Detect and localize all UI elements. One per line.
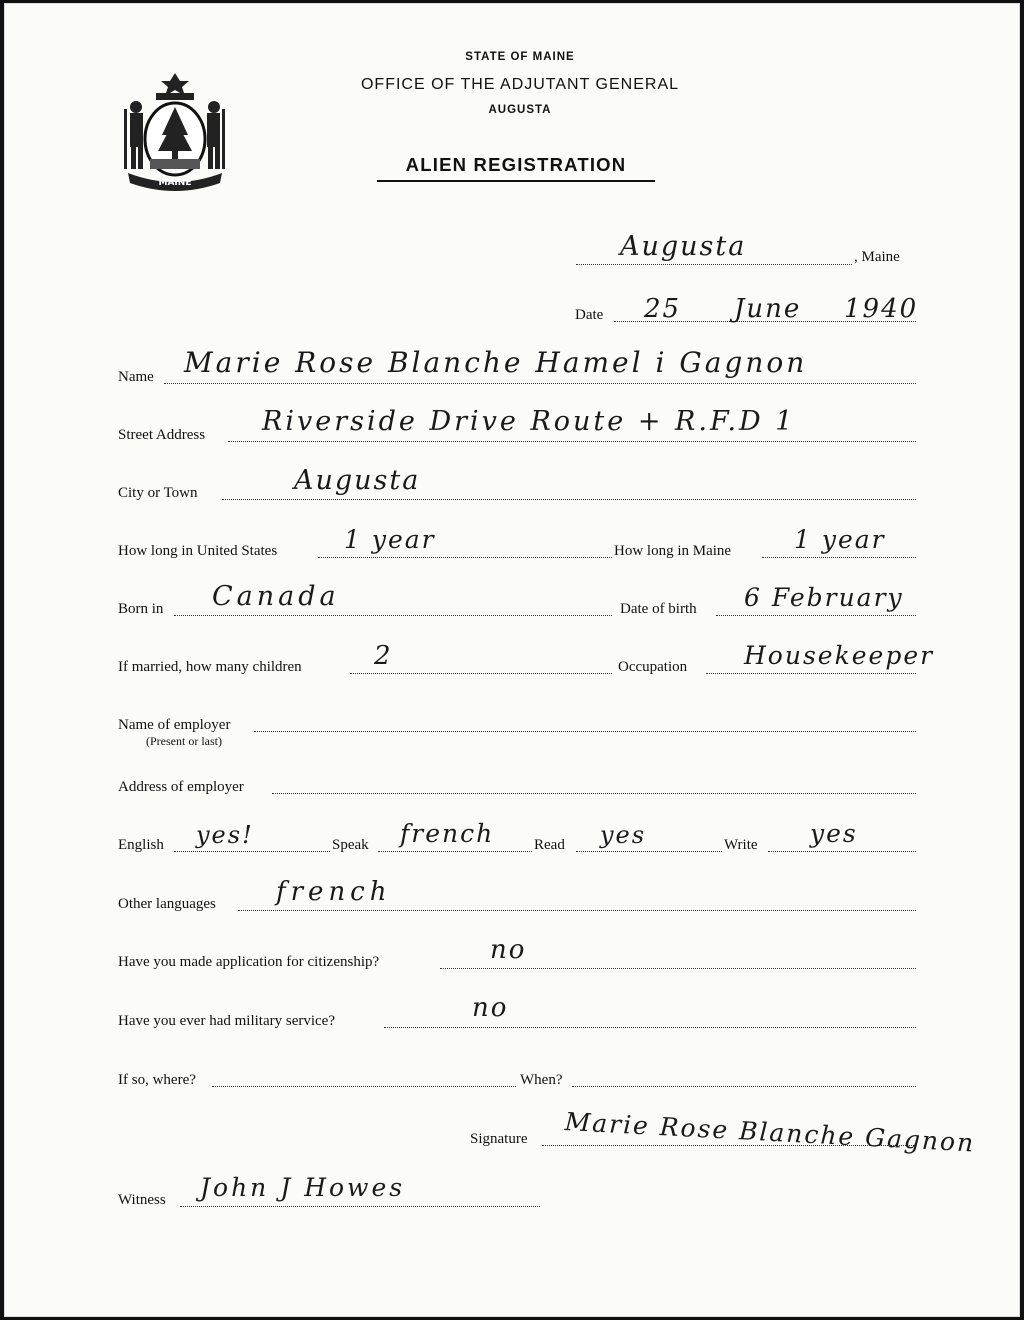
write-value: yes (810, 819, 858, 848)
read-line (576, 851, 722, 852)
occupation-line (706, 673, 916, 674)
seal-banner-text: MAINE (158, 178, 192, 188)
military-value: no (472, 993, 509, 1023)
street-address-line (228, 441, 916, 442)
employer-name-label: Name of employer (118, 717, 231, 733)
date-month: June (734, 294, 802, 324)
how-long-maine-value: 1 year (794, 525, 886, 554)
other-languages-label: Other languages (118, 896, 216, 912)
occupation-label: Occupation (618, 659, 688, 675)
occupation-value: Housekeeper (744, 641, 935, 670)
write-line (768, 851, 916, 852)
born-in-label: Born in (118, 601, 164, 617)
street-address-label: Street Address (118, 427, 206, 443)
how-long-us-line (318, 557, 612, 558)
how-long-maine-line (762, 557, 916, 558)
born-in-value: Canada (212, 581, 340, 612)
children-line (350, 673, 612, 674)
employer-address-label: Address of employer (118, 779, 244, 795)
date-of-birth-line (716, 615, 916, 616)
employer-name-sublabel: (Present or last) (146, 734, 222, 748)
other-languages-line (238, 910, 916, 911)
street-address-value: Riverside Drive Route + R.F.D 1 (262, 406, 796, 437)
how-long-us-label: How long in United States (118, 543, 278, 559)
other-languages-value: french (276, 877, 392, 907)
military-label: Have you ever had military service? (118, 1013, 335, 1029)
read-label: Read (534, 837, 565, 853)
speak-value: french (400, 819, 495, 848)
english-label: English (118, 837, 164, 853)
military-line (384, 1027, 916, 1028)
date-of-birth-value: 6 February (744, 583, 904, 612)
city-label: City or Town (118, 485, 198, 501)
signature-label: Signature (470, 1131, 528, 1147)
speak-line (378, 851, 532, 852)
registration-form-sheet (4, 3, 1020, 1317)
when-line (572, 1086, 916, 1087)
place-line (576, 264, 852, 265)
place-value: Augusta (620, 231, 747, 262)
date-day: 25 (644, 294, 682, 324)
english-line (174, 851, 330, 852)
name-line (164, 383, 916, 384)
when-label: When? (520, 1072, 563, 1088)
english-value: yes! (196, 821, 254, 849)
witness-label: Witness (118, 1192, 166, 1208)
header-state: STATE OF MAINE (465, 51, 575, 63)
witness-value: John J Howes (200, 1173, 406, 1202)
name-label: Name (118, 369, 154, 385)
read-value: yes (600, 821, 647, 849)
name-value: Marie Rose Blanche Hamel i Gagnon (184, 346, 808, 379)
how-long-maine-label: How long in Maine (614, 543, 732, 559)
children-value: 2 (374, 641, 393, 671)
header-office: OFFICE OF THE ADJUTANT GENERAL (360, 76, 680, 93)
citizenship-label: Have you made application for citizenship? (118, 954, 380, 970)
date-of-birth-label: Date of birth (620, 601, 697, 617)
where-label: If so, where? (118, 1072, 196, 1088)
employer-name-line (254, 731, 916, 732)
city-value: Augusta (294, 465, 421, 496)
header-city: AUGUSTA (488, 104, 552, 116)
witness-line (180, 1206, 540, 1207)
date-label: Date (575, 307, 604, 323)
employer-address-line (272, 793, 916, 794)
how-long-us-value: 1 year (344, 525, 436, 554)
form-title: ALIEN REGISTRATION (377, 154, 655, 182)
citizenship-value: no (490, 935, 527, 965)
signature-value: Marie Rose Blanche Gagnon (564, 1107, 976, 1158)
write-label: Write (724, 837, 758, 853)
children-label: If married, how many children (118, 659, 302, 675)
city-line (222, 499, 916, 500)
born-in-line (174, 615, 612, 616)
speak-label: Speak (332, 837, 369, 853)
date-year: 1940 (844, 294, 919, 324)
place-suffix: , Maine (854, 249, 900, 265)
citizenship-line (440, 968, 916, 969)
where-line (212, 1086, 516, 1087)
